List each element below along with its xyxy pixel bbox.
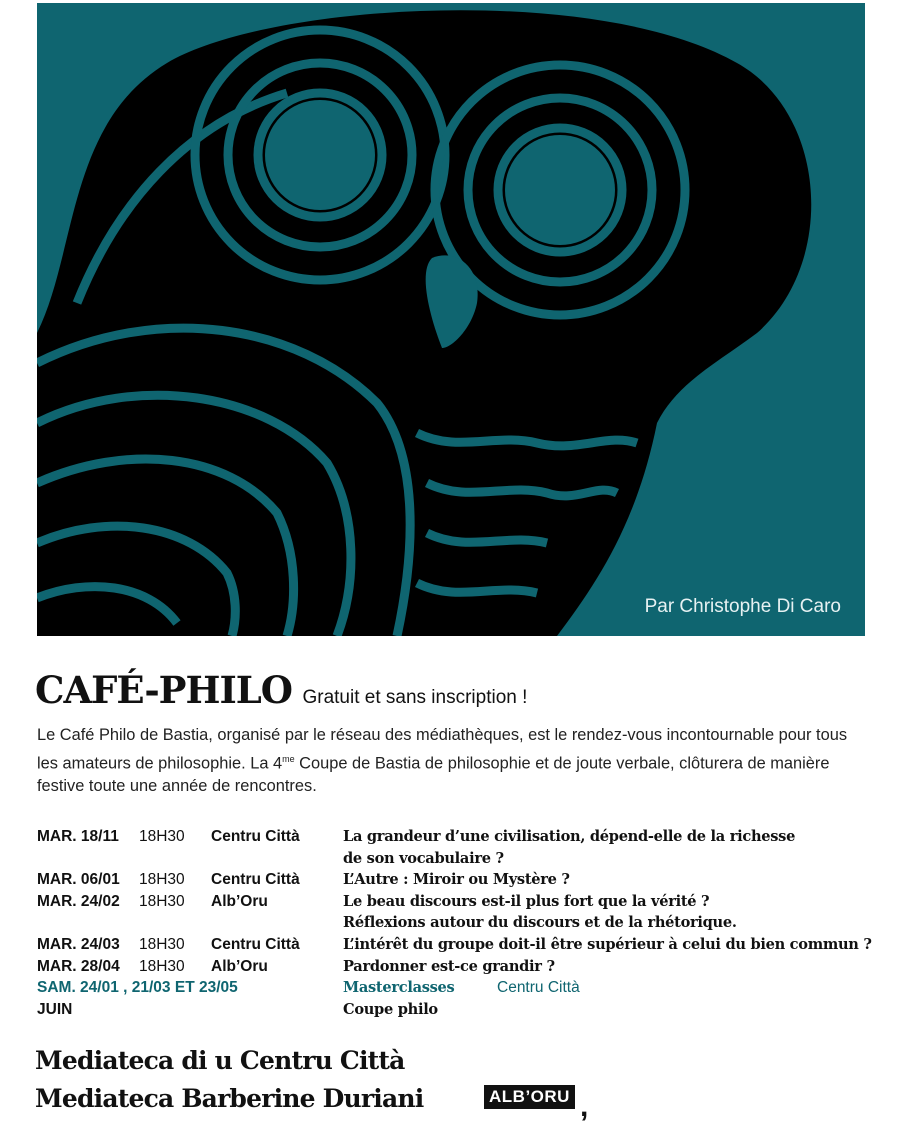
illustration-credit: Par Christophe Di Caro [644, 596, 841, 617]
alboru-logo: ALB’ORU [484, 1085, 575, 1109]
event-topic: L’intérêt du groupe doit-il être supérieur à celui du bien commun ? [343, 935, 872, 953]
event-topic: La grandeur d’une civilisation, dépend-elle de la richesse [343, 828, 796, 845]
alboru-logo-comma: , [580, 1090, 589, 1123]
page-title: CAFÉ-PHILO [35, 668, 293, 712]
event-topic: de son vocabulaire ? [343, 849, 504, 867]
event-place: Alb’Oru [211, 957, 268, 975]
event-topic: Pardonner est-ce grandir ? [343, 957, 555, 975]
masterclasses-topic: Masterclasses [343, 979, 455, 997]
masterclasses-place: Centru Città [497, 979, 580, 997]
venue-1: Mediateca di u Centru Città [35, 1046, 405, 1075]
event-time: 18H30 [139, 935, 185, 953]
event-place: Centru Città [211, 871, 300, 889]
title-row [35, 668, 527, 712]
intro-paragraph [37, 724, 867, 799]
event-time: 18H30 [139, 957, 185, 975]
final-date: JUIN [37, 1000, 73, 1018]
event-topic: Réflexions autour du discours et de la rhétorique. [343, 914, 737, 932]
event-topic: L’Autre : Miroir ou Mystère ? [343, 871, 570, 889]
intro-text-1: Le Café Philo de Bastia, organisé par le réseau des médiathèques, est le rendez-vous incontournable pour tous les amateurs de philosophie. La 4 [37, 726, 848, 772]
event-date: MAR. 24/03 [37, 935, 120, 953]
event-date: MAR. 06/01 [37, 871, 120, 889]
hero-illustration-panel [37, 3, 865, 636]
event-date: MAR. 24/02 [37, 892, 120, 910]
event-time: 18H30 [139, 828, 185, 845]
event-place: Centru Città [211, 828, 300, 845]
venues [35, 1042, 423, 1118]
subtitle: Gratuit et sans inscription ! [302, 687, 528, 708]
event-date: MAR. 18/11 [37, 828, 119, 845]
event-place: Alb’Oru [211, 892, 268, 910]
intro-text-2: Coupe de Bastia de philosophie et de joute verbale, clôturera de manière festive toute une année de rencontres. [37, 753, 830, 796]
event-topic: Le beau discours est-il plus fort que la vérité ? [343, 892, 710, 910]
event-time: 18H30 [139, 892, 185, 910]
intro-superscript: me [282, 753, 295, 764]
final-topic: Coupe philo [343, 1000, 438, 1018]
event-date: MAR. 28/04 [37, 957, 120, 975]
event-time: 18H30 [139, 871, 185, 889]
venue-2: Mediateca Barberine Duriani [35, 1084, 424, 1113]
event-place: Centru Città [211, 935, 300, 953]
masterclasses-dates: SAM. 24/01 , 21/03 ET 23/05 [37, 979, 238, 997]
owl-illustration [37, 3, 865, 636]
